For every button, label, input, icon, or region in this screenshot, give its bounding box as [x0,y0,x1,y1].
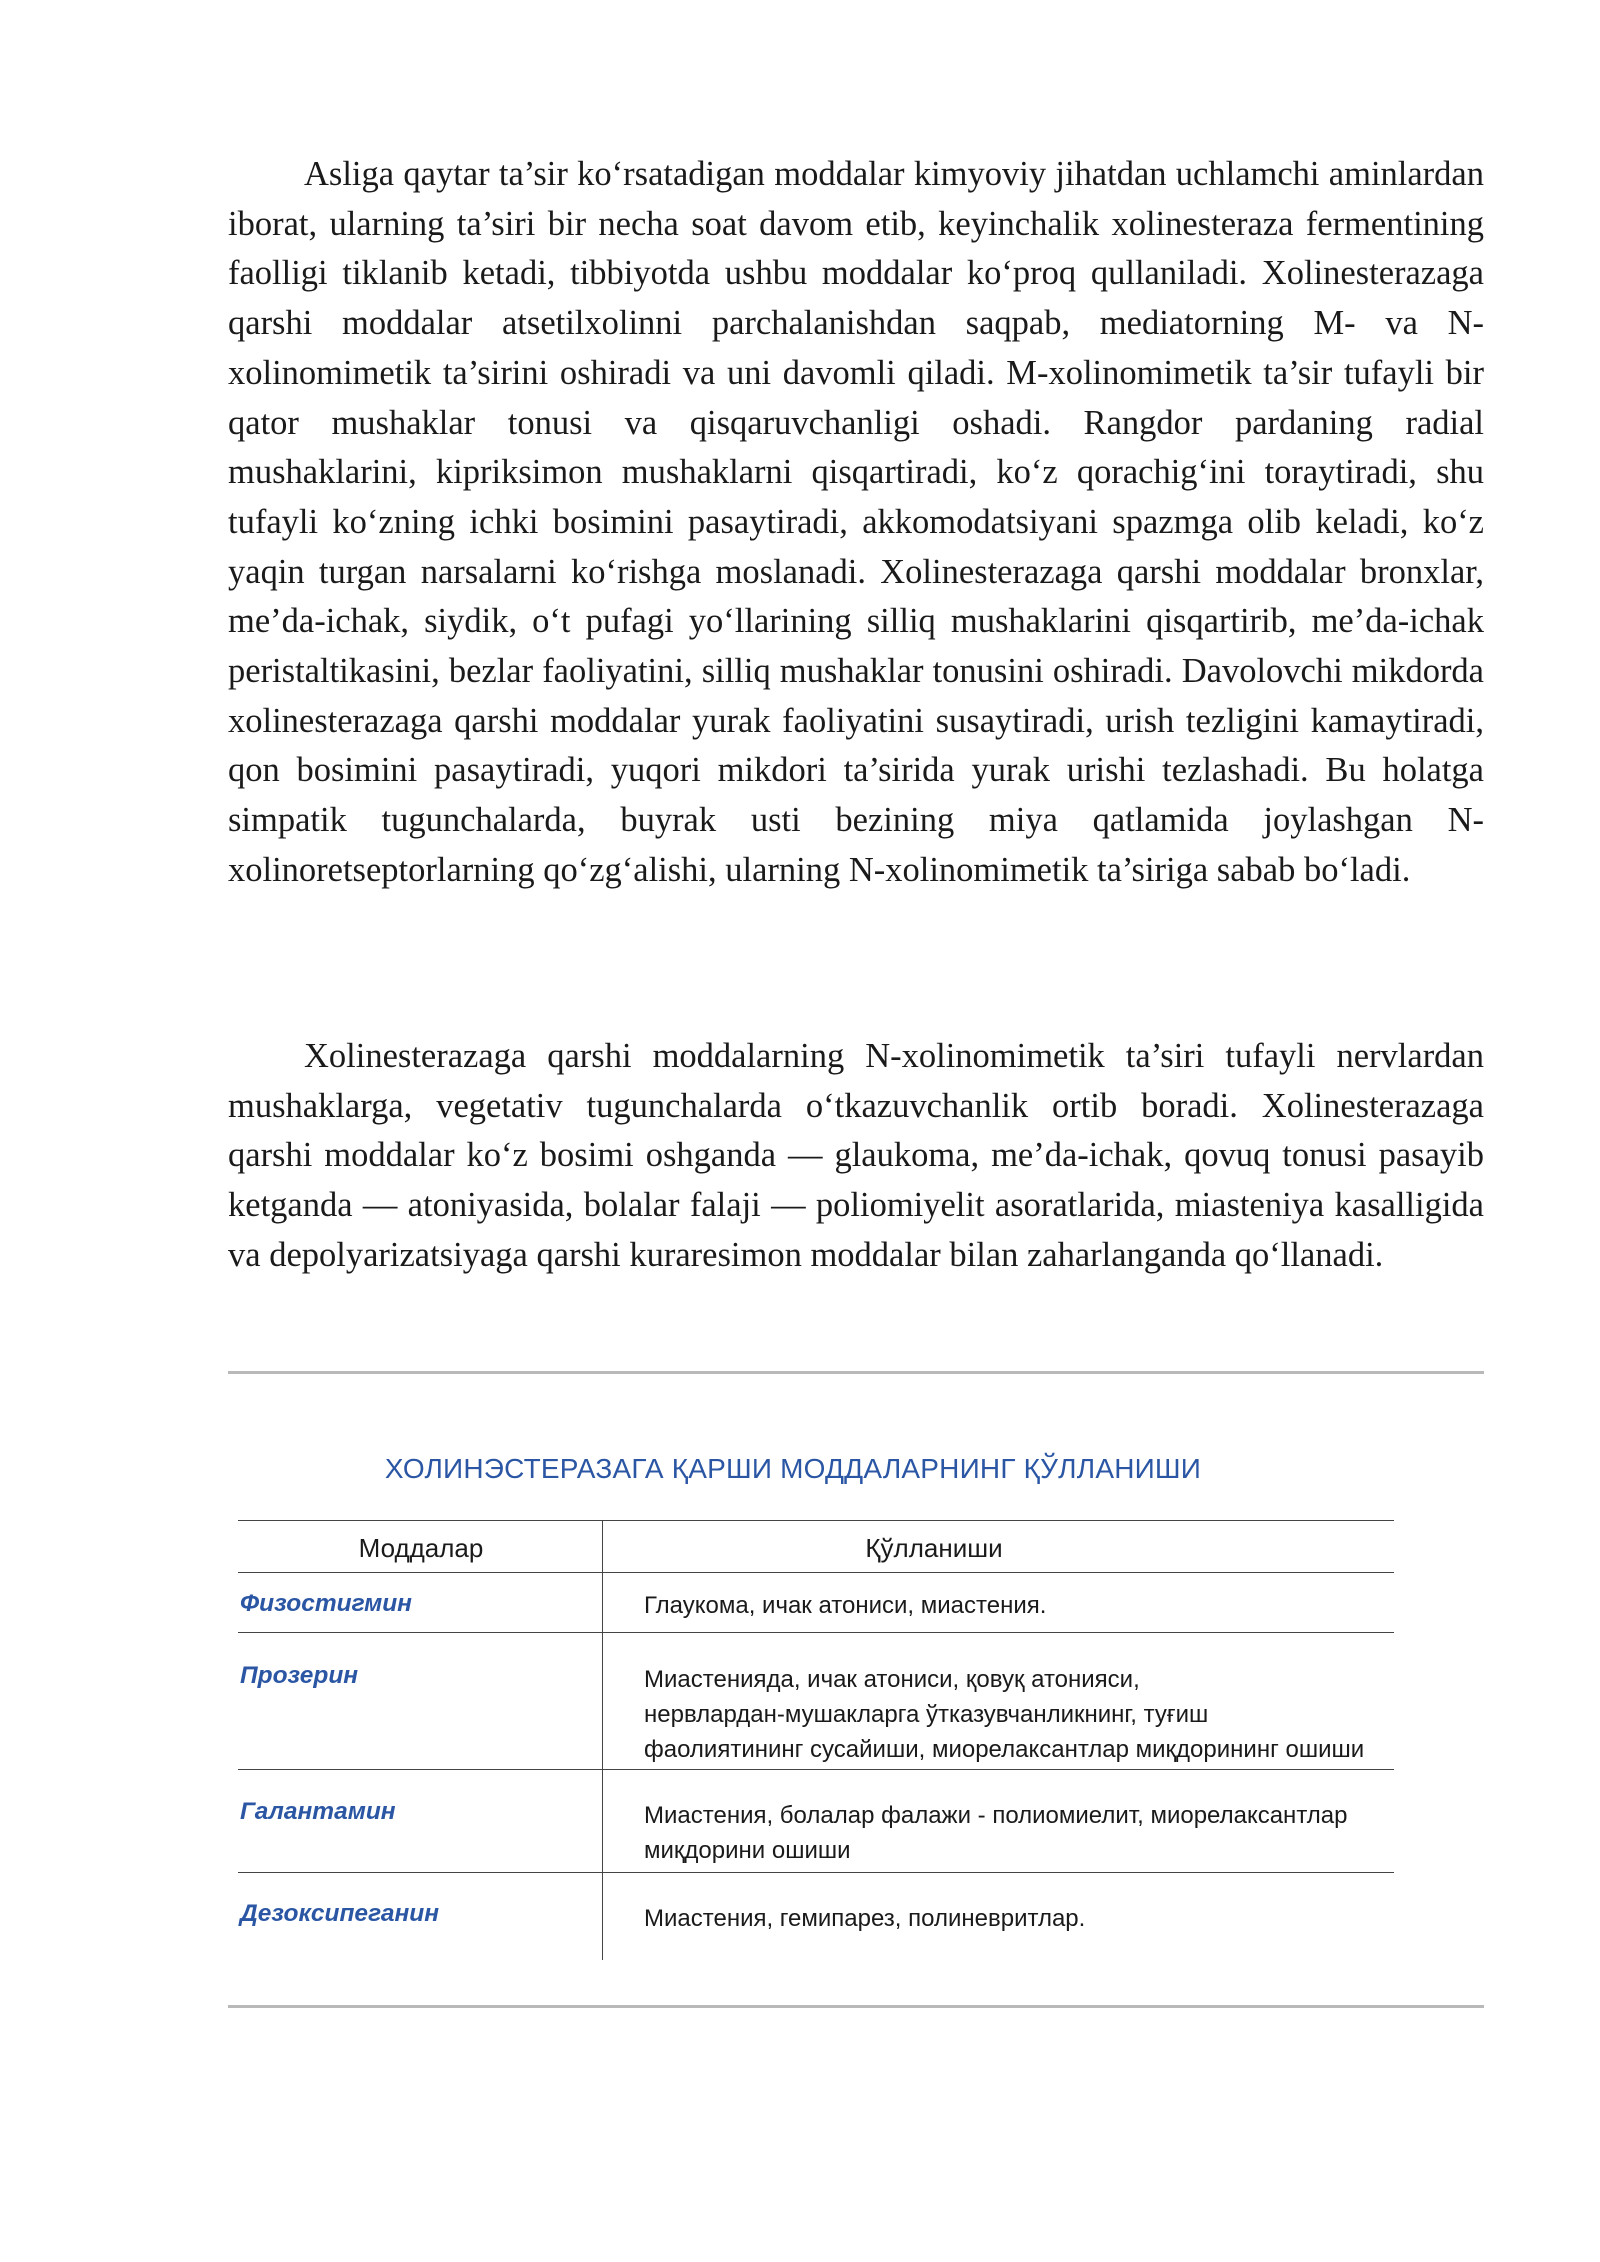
substance-proserin: Прозерин [240,1662,359,1689]
table-column-divider [602,1520,603,1960]
usage-table-figure [228,1380,1484,2000]
paragraph-2: Xolinesterazaga qarshi moddalarning N-xolinomimetik ta’siri tufayli nervlardan mushaklarga, vegetativ tugunchalarda o‘tkazuvchanlik ortib boradi. Xolinesterazaga qarshi moddalar ko‘z bosimi oshganda — glaukoma, me’da-ichak, qovuq tonusi pasayib ketganda — atoniyasida, bolalar falaji — poliomiyelit asoratlarida, miasteniya kasalligida va depolyarizatsiyaga qarshi kuraresimon moddalar bilan zaharlanganda qo‘llanadi. [228,1037,1484,1274]
usage-line: Глаукома, ичак атониси, миастения. [644,1592,1047,1619]
table-row-line [238,1632,1394,1633]
usage-galantamine [644,1798,1474,1868]
substance-galantamine: Галантамин [240,1798,396,1825]
figure-title: ХОЛИНЭСТЕРАЗАГА ҚАРШИ МОДДАЛАРНИНГ ҚЎЛЛАНИШИ [384,1453,1202,1484]
usage-line: Миастенияда, ичак атониси, қовуқ атонияси, [644,1666,1140,1693]
usage-line: нервлардан-мушакларга ўтказувчанликнинг, туғиш [644,1701,1209,1728]
table-top-line [238,1520,1394,1521]
usage-physostigmine [644,1588,1474,1623]
usage-line: Миастения, болалар фалажи - полиомиелит, миорелаксантлар [644,1802,1348,1829]
figure-top-rule [228,1371,1484,1374]
usage-desoxypeganine [644,1901,1474,1936]
table-row-line [238,1769,1394,1770]
substance-desoxypeganine: Дезоксипеганин [240,1900,440,1927]
usage-proserin [644,1662,1474,1767]
usage-line: Миастения, гемипарез, полиневритлар. [644,1905,1086,1932]
figure-bottom-rule [228,2005,1484,2008]
table-row-line [238,1872,1394,1873]
substance-physostigmine: Физостигмин [240,1590,412,1617]
column-header-usage: Қўлланиши [865,1533,1003,1563]
paragraph-1: Asliga qaytar ta’sir ko‘rsatadigan moddalar kimyoviy jihatdan uchlamchi aminlardan iborat, ularning ta’siri bir necha soat davom etib, keyinchalik xolinesteraza fermentining faolligi tiklanib ketadi, tibbiyotda ushbu moddalar ko‘proq qullaniladi. Xolinesterazaga qarshi moddalar atsetilxolinni parchalanishdan saqpab, mediatorning M- va N- xolinomimetik ta’sirini oshiradi va uni davomli qiladi. M-xolinomimetik ta’sir tufayli bir qator mushaklar tonusi va qisqaruvchanligi oshadi. Rangdor pardaning radial mushaklarini, kipriksimon mushaklarni qisqartiradi, ko‘z qorachig‘ini toraytiradi, shu tufayli ko‘zning ichki bosimini pasaytiradi, akkomodatsiyani spazmga olib keladi, ko‘z yaqin turgan narsalarni ko‘rishga moslanadi. Xolinesterazaga qarshi moddalar bronxlar, me’da-ichak, siydik, o‘t pufagi yo‘llarining silliq mushaklarini qisqartirib, me’da-ichak peristaltikasini, bezlar faoliyatini, silliq mushaklar tonusini oshiradi. Davolovchi mikdorda xolinesterazaga qarshi moddalar yurak faoliyatini susaytiradi, urish tezligini kamaytiradi, qon bosimini pasaytiradi, yuqori mikdori ta’sirida yurak urishi tezlashadi. Bu holatga simpatik tugunchalarda, buyrak usti bezining miya qatlamida joylashgan N-xolinoretseptorlarning qo‘zg‘alishi, ularning N-xolinomimetik ta’siriga sabab bo‘ladi. [228,155,1484,889]
table-header-line [238,1572,1394,1573]
usage-line: фаолиятининг сусайиши, миорелаксантлар миқдорининг ошиши [644,1736,1365,1763]
usage-line: миқдорини ошиши [644,1837,851,1864]
column-header-substances: Моддалар [358,1533,484,1563]
